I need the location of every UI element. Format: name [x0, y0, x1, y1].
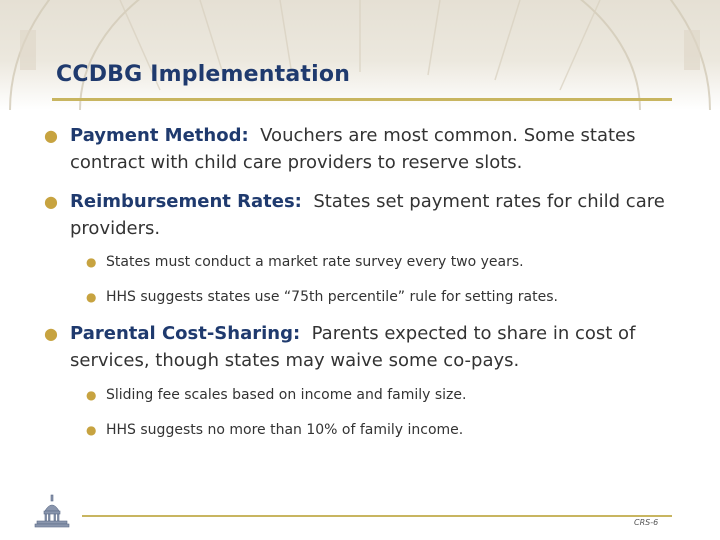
- bullet-dot-icon: ●: [44, 192, 58, 211]
- bullet-body: Vouchers are most common. Some states contract with child care providers to reserve slots.: [70, 125, 636, 173]
- bullet-dot-icon: ●: [86, 290, 97, 304]
- sub-bullet-market-rate-survey: [86, 252, 706, 272]
- bullet-label: Reimbursement Rates:: [70, 191, 302, 212]
- sub-bullet-text: States must conduct a market rate survey every two years.: [106, 254, 524, 270]
- footer-divider: [82, 515, 672, 517]
- bullet-dot-icon: ●: [86, 423, 97, 437]
- bullet-text: [44, 188, 694, 242]
- bullet-dot-icon: ●: [86, 388, 97, 402]
- sub-bullet-text: HHS suggests no more than 10% of family income.: [106, 422, 464, 438]
- bullet-body: Parents expected to share in cost of services, though states may waive some co-pays.: [70, 323, 636, 371]
- bullet-parental-cost-sharing: [44, 320, 694, 374]
- title-divider: [52, 98, 672, 101]
- page-number: CRS-6: [634, 518, 659, 527]
- bullet-text: [44, 320, 694, 374]
- capitol-dome-icon: [34, 494, 70, 530]
- bullet-label: Parental Cost-Sharing:: [70, 323, 301, 344]
- bullet-text: [44, 122, 694, 176]
- bullet-body: States set payment rates for child care providers.: [70, 191, 665, 239]
- slide-title: CCDBG Implementation: [56, 62, 351, 87]
- bullet-dot-icon: ●: [44, 324, 58, 343]
- bullet-payment-method: [44, 122, 694, 176]
- rotunda-banner: [0, 0, 720, 110]
- bullet-reimbursement-rates: [44, 188, 694, 242]
- sub-bullet-75th-percentile: [86, 287, 706, 307]
- bullet-dot-icon: ●: [44, 126, 58, 145]
- sub-bullet-text: Sliding fee scales based on income and family size.: [106, 387, 467, 403]
- sub-bullet-ten-percent-income: [86, 420, 706, 440]
- bullet-dot-icon: ●: [86, 255, 97, 269]
- sub-bullet-text: HHS suggests states use “75th percentile” rule for setting rates.: [106, 289, 558, 305]
- sub-bullet-sliding-fee-scales: [86, 385, 706, 405]
- rotunda-image: [0, 0, 720, 110]
- bullet-label: Payment Method:: [70, 125, 249, 146]
